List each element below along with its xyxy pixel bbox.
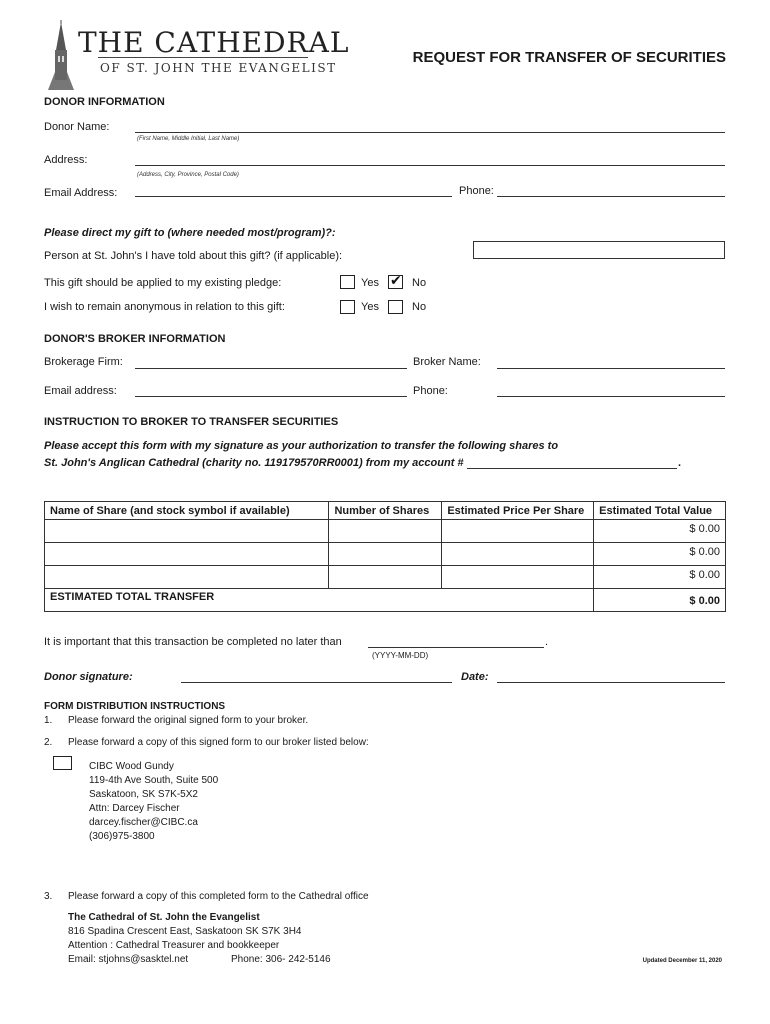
date-field[interactable] bbox=[497, 682, 725, 683]
cathedral-address: 816 Spadina Crescent East, Saskatoon SK S7K 3H4 bbox=[68, 926, 302, 937]
date-label: Date: bbox=[461, 671, 489, 683]
donor-name-label: Donor Name: bbox=[44, 121, 110, 133]
table-row bbox=[45, 543, 726, 566]
logo-rule bbox=[98, 57, 308, 58]
cathedral-name: The Cathedral of St. John the Evangelist bbox=[68, 912, 260, 923]
broker-phone-label: Phone: bbox=[413, 385, 448, 397]
pledge-no-label: No bbox=[412, 277, 427, 289]
completion-date-hint: (YYYY-MM-DD) bbox=[372, 651, 429, 660]
number-cell[interactable] bbox=[329, 520, 442, 543]
brokerage-firm-field[interactable] bbox=[135, 368, 407, 369]
account-period: . bbox=[678, 457, 682, 469]
document-title: REQUEST FOR TRANSFER OF SECURITIES bbox=[412, 49, 726, 66]
share-name-cell[interactable] bbox=[45, 520, 329, 543]
table-total-row bbox=[45, 589, 726, 612]
table-header-row bbox=[45, 502, 726, 520]
cathedral-email: Email: stjohns@sasktel.net bbox=[68, 954, 189, 965]
address-field[interactable] bbox=[135, 165, 725, 166]
item-1-number: 1. bbox=[44, 715, 53, 726]
price-cell[interactable] bbox=[442, 520, 594, 543]
pledge-yes-checkbox[interactable] bbox=[340, 275, 355, 289]
broker-phone-field[interactable] bbox=[497, 396, 725, 397]
broker-address-line: Saskatoon, SK S7K-5X2 bbox=[89, 789, 198, 800]
item-1-text: Please forward the original signed form to your broker. bbox=[68, 715, 309, 726]
completion-date-field[interactable] bbox=[368, 647, 544, 648]
checkmark-icon: ✔ bbox=[390, 272, 402, 288]
address-label: Address: bbox=[44, 154, 88, 166]
number-cell[interactable] bbox=[329, 543, 442, 566]
total-cell: $ 0.00 bbox=[594, 520, 726, 543]
column-header-number: Number of Shares bbox=[329, 502, 442, 520]
cathedral-phone: Phone: 306- 242-5146 bbox=[231, 954, 331, 965]
account-number-field[interactable] bbox=[467, 468, 677, 469]
column-header-total: Estimated Total Value bbox=[594, 502, 726, 520]
anonymous-yes-label: Yes bbox=[361, 301, 379, 313]
donor-signature-label: Donor signature: bbox=[44, 671, 133, 683]
broker-address-line: Attn: Darcey Fischer bbox=[89, 803, 180, 814]
updated-date: Updated December 11, 2020 bbox=[642, 958, 722, 964]
total-transfer-label: ESTIMATED TOTAL TRANSFER bbox=[45, 589, 594, 612]
item-2-number: 2. bbox=[44, 737, 53, 748]
broker-name-label: Broker Name: bbox=[413, 356, 481, 368]
price-cell[interactable] bbox=[442, 566, 594, 589]
table-row bbox=[45, 520, 726, 543]
broker-address-line: darcey.fischer@CIBC.ca bbox=[89, 817, 198, 828]
email-address-label: Email Address: bbox=[44, 187, 118, 199]
brokerage-firm-label: Brokerage Firm: bbox=[44, 356, 123, 368]
pledge-yes-label: Yes bbox=[361, 277, 379, 289]
broker-address-line: CIBC Wood Gundy bbox=[89, 761, 174, 772]
table-row bbox=[45, 566, 726, 589]
cathedral-attention: Attention : Cathedral Treasurer and bookkeeper bbox=[68, 940, 280, 951]
address-hint: (Address, City, Province, Postal Code) bbox=[137, 172, 239, 178]
email-address-field[interactable] bbox=[135, 196, 452, 197]
instruction-line-2: St. John's Anglican Cathedral (charity no. 119179570RR0001) from my account # bbox=[44, 457, 464, 469]
anonymous-no-checkbox[interactable] bbox=[388, 300, 403, 314]
gift-direction-label: Please direct my gift to (where needed most/program)?: bbox=[44, 227, 336, 239]
donor-phone-label: Phone: bbox=[459, 185, 494, 197]
donor-signature-field[interactable] bbox=[181, 682, 452, 683]
pledge-no-checkbox[interactable] bbox=[388, 272, 403, 289]
broker-section-heading: DONOR'S BROKER INFORMATION bbox=[44, 333, 226, 345]
pledge-label: This gift should be applied to my existing pledge: bbox=[44, 277, 282, 289]
column-header-share-name: Name of Share (and stock symbol if available) bbox=[45, 502, 329, 520]
anonymous-label: I wish to remain anonymous in relation to this gift: bbox=[44, 301, 285, 313]
person-told-input[interactable] bbox=[473, 241, 725, 259]
anonymous-no-label: No bbox=[412, 301, 427, 313]
share-name-cell[interactable] bbox=[45, 543, 329, 566]
completion-label: It is important that this transaction be completed no later than bbox=[44, 636, 342, 648]
donor-phone-field[interactable] bbox=[497, 196, 725, 197]
broker-email-label: Email address: bbox=[44, 385, 117, 397]
price-cell[interactable] bbox=[442, 543, 594, 566]
item-2-text: Please forward a copy of this signed form to our broker listed below: bbox=[68, 737, 369, 748]
logo-subtitle: OF ST. JOHN THE EVANGELIST bbox=[100, 61, 337, 75]
donor-section-heading: DONOR INFORMATION bbox=[44, 96, 165, 108]
logo-title: THE CATHEDRAL bbox=[78, 26, 350, 59]
shares-table bbox=[44, 501, 726, 612]
completion-period: . bbox=[545, 636, 549, 648]
anonymous-yes-checkbox[interactable] bbox=[340, 300, 355, 314]
total-cell: $ 0.00 bbox=[594, 566, 726, 589]
broker-address-line: (306)975-3800 bbox=[89, 831, 155, 842]
column-header-price: Estimated Price Per Share bbox=[442, 502, 594, 520]
item-3-text: Please forward a copy of this completed form to the Cathedral office bbox=[68, 891, 369, 902]
donor-name-field[interactable] bbox=[135, 132, 725, 133]
cathedral-spire-icon bbox=[46, 20, 76, 92]
instruction-section-heading: INSTRUCTION TO BROKER TO TRANSFER SECURITIES bbox=[44, 416, 339, 428]
broker-copy-checkbox[interactable] bbox=[53, 756, 72, 770]
total-transfer-value: $ 0.00 bbox=[594, 589, 726, 612]
person-told-label: Person at St. John's I have told about this gift? (if applicable): bbox=[44, 250, 343, 262]
distribution-section-heading: FORM DISTRIBUTION INSTRUCTIONS bbox=[44, 701, 226, 712]
item-3-number: 3. bbox=[44, 891, 53, 902]
share-name-cell[interactable] bbox=[45, 566, 329, 589]
broker-name-field[interactable] bbox=[497, 368, 725, 369]
instruction-line-1: Please accept this form with my signature as your authorization to transfer the following shares to bbox=[44, 440, 559, 452]
broker-address-line: 119-4th Ave South, Suite 500 bbox=[89, 775, 219, 786]
donor-name-hint: (First Name, Middle Initial, Last Name) bbox=[137, 136, 240, 142]
number-cell[interactable] bbox=[329, 566, 442, 589]
broker-email-field[interactable] bbox=[135, 396, 407, 397]
total-cell: $ 0.00 bbox=[594, 543, 726, 566]
